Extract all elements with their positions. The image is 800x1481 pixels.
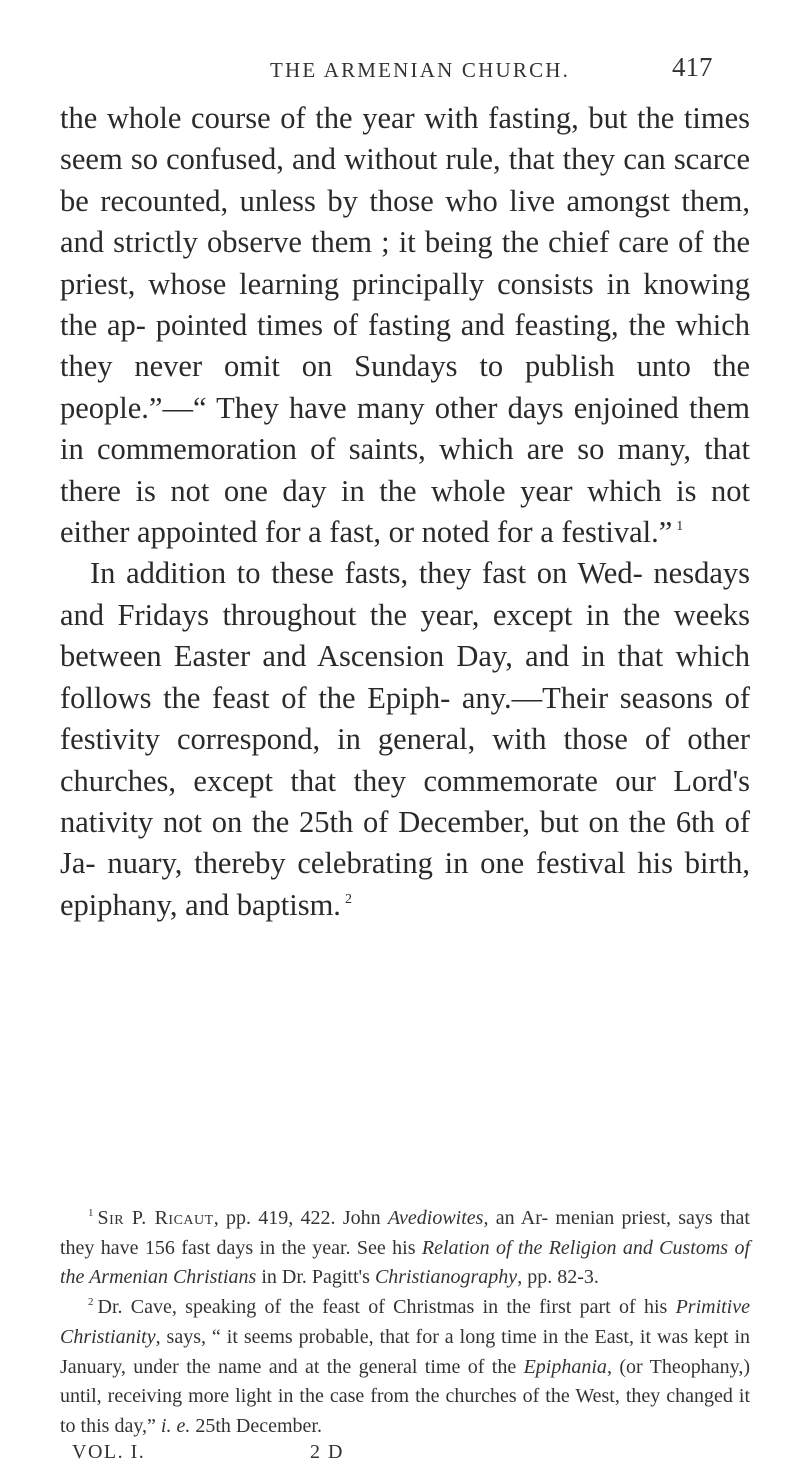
footnote-italic: i. e. [160,1414,191,1437]
volume-label: VOL. I. [72,1441,146,1463]
footnote-ref: 1 [676,519,684,535]
footnote-italic: Primitive Christianity [60,1296,750,1348]
body-paragraph [60,98,750,553]
footnote-marker: 1 [88,1207,94,1219]
paragraph-text: In addition to these fasts, they fast on Wed- nesdays and Fridays throughout the year, except in the weeks between Easter and Ascension Day, and in that which follows the feast of the Epiph- any.—Their seasons of festivity correspond, in general, with those of other churches, except that they commemorate our Lord's nativity not on the 25th of December, but on the 6th of Ja- nuary, thereby celebrating in one festival his birth, epiphany, and baptism. [60,556,750,922]
footnote-italic: Christianography [374,1266,518,1289]
footnote [60,1293,750,1442]
page-number: 417 [672,52,713,82]
footnote-ref: 2 [344,891,352,907]
footnote-text: , says, “ it seems probable, that for a long time in the East, it was kept in January, under the name and at the general time of the [60,1325,750,1378]
footnote-text: , pp. 419, 422. John [213,1207,388,1229]
footnote-text: in Dr. Pagitt's [256,1266,375,1289]
footnotes [60,1204,750,1442]
footnote-marker: 2 [88,1296,94,1309]
body-paragraph [60,553,750,926]
footnote-text: , an Ar- menian priest, says that they have 156 fast days in the year. See his [60,1207,750,1259]
footnote-italic: Avediowites [387,1207,484,1229]
footnote-text: Dr. Cave, speaking of the feast of Christmas in the first part of his [97,1296,676,1319]
footnote-text: , pp. 82-3. [517,1266,599,1289]
footnote [60,1204,750,1293]
footnote-author: Sir P. Ricaut [97,1207,214,1229]
paragraph-text: the whole course of the year with fasting, but the times seem so confused, and without rule, that they can scarce be recounted, unless by those who live amongst them, and strictly observe them ; it being the chief care of the priest, whose learning principally consists in knowing the ap- pointed times of fasting and feasting, the which they never omit on Sundays to publish unto the people.”—“ They have many other days enjoined them in commemoration of saints, which are so many, that there is not one day in the whole year which is not either appointed for a fast, or noted for a festival.” [60,101,750,550]
signature-mark: 2 D [310,1441,344,1463]
footnote-italic: Epiphania [523,1355,607,1378]
footnote-text: 25th December. [190,1414,322,1437]
running-head-title: THE ARMENIAN CHURCH. [270,58,571,82]
footnote-italic: Relation of the Religion and Customs of the Armenian Christians [60,1236,751,1289]
book-page [60,0,760,1481]
main-text [60,98,750,926]
footnote-text: , (or Theophany,) until, receiving more light in the case from the churches of the West, they changed it to this day,” [60,1355,750,1437]
